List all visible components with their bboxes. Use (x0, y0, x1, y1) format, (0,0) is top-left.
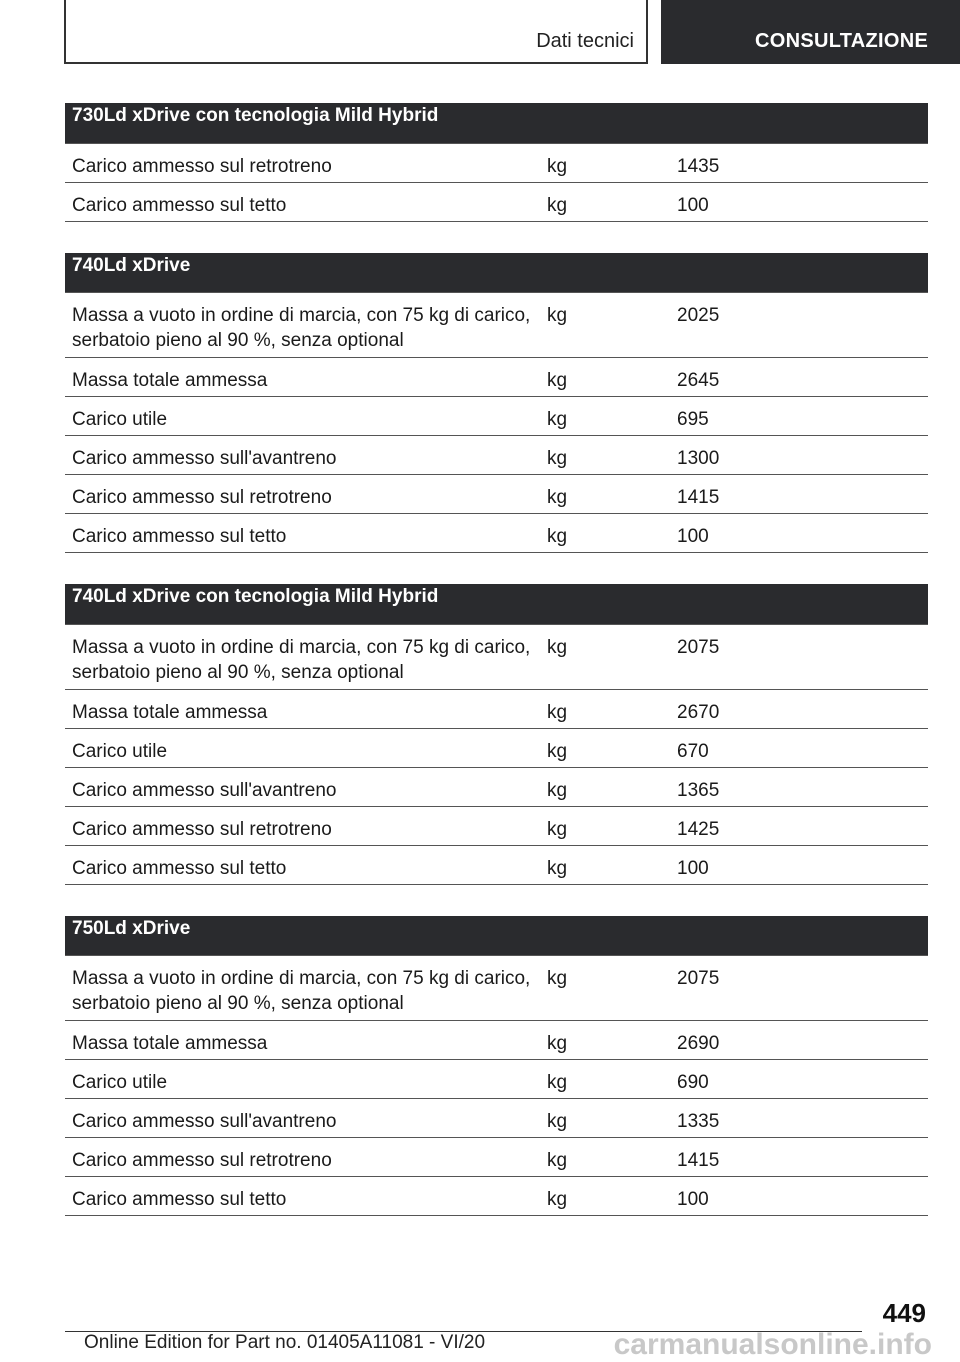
row-label: Carico ammesso sull'avantreno (65, 436, 540, 475)
row-value: 1415 (670, 1138, 928, 1177)
section-title: Dati tecnici (536, 30, 634, 52)
table-row (65, 358, 928, 397)
header-section-box (64, 0, 648, 64)
row-label: Massa a vuoto in ordine di marcia, con 75 kg di carico, serbatoio pieno al 90 %, senza optional (65, 293, 540, 358)
table-title: 750Ld xDrive (65, 916, 928, 956)
row-unit: kg (540, 436, 670, 475)
row-unit: kg (540, 845, 670, 884)
row-label: Massa a vuoto in ordine di marcia, con 75 kg di carico, serbatoio pieno al 90 %, senza optional (65, 624, 540, 689)
row-value: 2075 (670, 624, 928, 689)
table-row (65, 1138, 928, 1177)
row-label: Carico ammesso sull'avantreno (65, 767, 540, 806)
row-value: 1415 (670, 475, 928, 514)
row-unit: kg (540, 1021, 670, 1060)
spec-table-730ld-mild-hybrid (65, 103, 928, 222)
row-label: Carico ammesso sul retrotreno (65, 143, 540, 182)
row-label: Massa totale ammessa (65, 689, 540, 728)
row-value: 100 (670, 1177, 928, 1216)
table-row (65, 624, 928, 689)
page-number: 449 (882, 1298, 926, 1328)
row-unit: kg (540, 1060, 670, 1099)
row-unit: kg (540, 475, 670, 514)
table-row (65, 1099, 928, 1138)
table-row (65, 397, 928, 436)
row-unit: kg (540, 1177, 670, 1216)
row-unit: kg (540, 1138, 670, 1177)
row-value: 2025 (670, 293, 928, 358)
table-row (65, 1021, 928, 1060)
row-value: 100 (670, 845, 928, 884)
table-title: 740Ld xDrive (65, 253, 928, 293)
table-row (65, 767, 928, 806)
row-label: Massa totale ammessa (65, 1021, 540, 1060)
row-value: 2670 (670, 689, 928, 728)
table-title: 730Ld xDrive con tecnologia Mild Hybrid (65, 103, 928, 143)
table-row (65, 475, 928, 514)
row-label: Massa totale ammessa (65, 358, 540, 397)
row-value: 2690 (670, 1021, 928, 1060)
table-row (65, 1177, 928, 1216)
spec-tables (65, 103, 928, 1247)
spec-table-740ld-mild-hybrid (65, 584, 928, 885)
table-row (65, 182, 928, 221)
row-label: Carico ammesso sull'avantreno (65, 1099, 540, 1138)
watermark: carmanualsonline.info (613, 1328, 932, 1361)
row-unit: kg (540, 1099, 670, 1138)
spec-table-740ld (65, 253, 928, 554)
row-value: 2075 (670, 956, 928, 1021)
row-value: 100 (670, 182, 928, 221)
table-row (65, 1060, 928, 1099)
row-value: 1300 (670, 436, 928, 475)
row-unit: kg (540, 514, 670, 553)
spec-table-750ld (65, 916, 928, 1217)
row-label: Carico utile (65, 397, 540, 436)
row-label: Massa a vuoto in ordine di marcia, con 75 kg di carico, serbatoio pieno al 90 %, senza optional (65, 956, 540, 1021)
row-unit: kg (540, 767, 670, 806)
table-row (65, 514, 928, 553)
row-value: 690 (670, 1060, 928, 1099)
row-label: Carico ammesso sul retrotreno (65, 1138, 540, 1177)
table-row (65, 956, 928, 1021)
row-label: Carico ammesso sul retrotreno (65, 806, 540, 845)
row-value: 1335 (670, 1099, 928, 1138)
row-unit: kg (540, 358, 670, 397)
row-label: Carico ammesso sul tetto (65, 845, 540, 884)
row-value: 2645 (670, 358, 928, 397)
table-row (65, 293, 928, 358)
row-unit: kg (540, 728, 670, 767)
table-row (65, 845, 928, 884)
row-label: Carico utile (65, 728, 540, 767)
row-value: 670 (670, 728, 928, 767)
chapter-title: CONSULTAZIONE (755, 30, 929, 52)
table-row (65, 143, 928, 182)
table-row (65, 728, 928, 767)
header-chapter-box (661, 0, 960, 64)
row-unit: kg (540, 689, 670, 728)
table-row (65, 436, 928, 475)
row-unit: kg (540, 624, 670, 689)
row-value: 100 (670, 514, 928, 553)
row-value: 695 (670, 397, 928, 436)
row-unit: kg (540, 143, 670, 182)
row-label: Carico ammesso sul tetto (65, 1177, 540, 1216)
row-label: Carico ammesso sul tetto (65, 514, 540, 553)
row-unit: kg (540, 956, 670, 1021)
row-value: 1435 (670, 143, 928, 182)
row-unit: kg (540, 293, 670, 358)
table-title: 740Ld xDrive con tecnologia Mild Hybrid (65, 584, 928, 624)
row-label: Carico ammesso sul retrotreno (65, 475, 540, 514)
row-value: 1365 (670, 767, 928, 806)
row-unit: kg (540, 182, 670, 221)
edition-text: Online Edition for Part no. 01405A11081 - VI/20 (84, 1332, 486, 1353)
table-row (65, 806, 928, 845)
row-value: 1425 (670, 806, 928, 845)
row-label: Carico utile (65, 1060, 540, 1099)
row-unit: kg (540, 806, 670, 845)
table-row (65, 689, 928, 728)
row-unit: kg (540, 397, 670, 436)
row-label: Carico ammesso sul tetto (65, 182, 540, 221)
